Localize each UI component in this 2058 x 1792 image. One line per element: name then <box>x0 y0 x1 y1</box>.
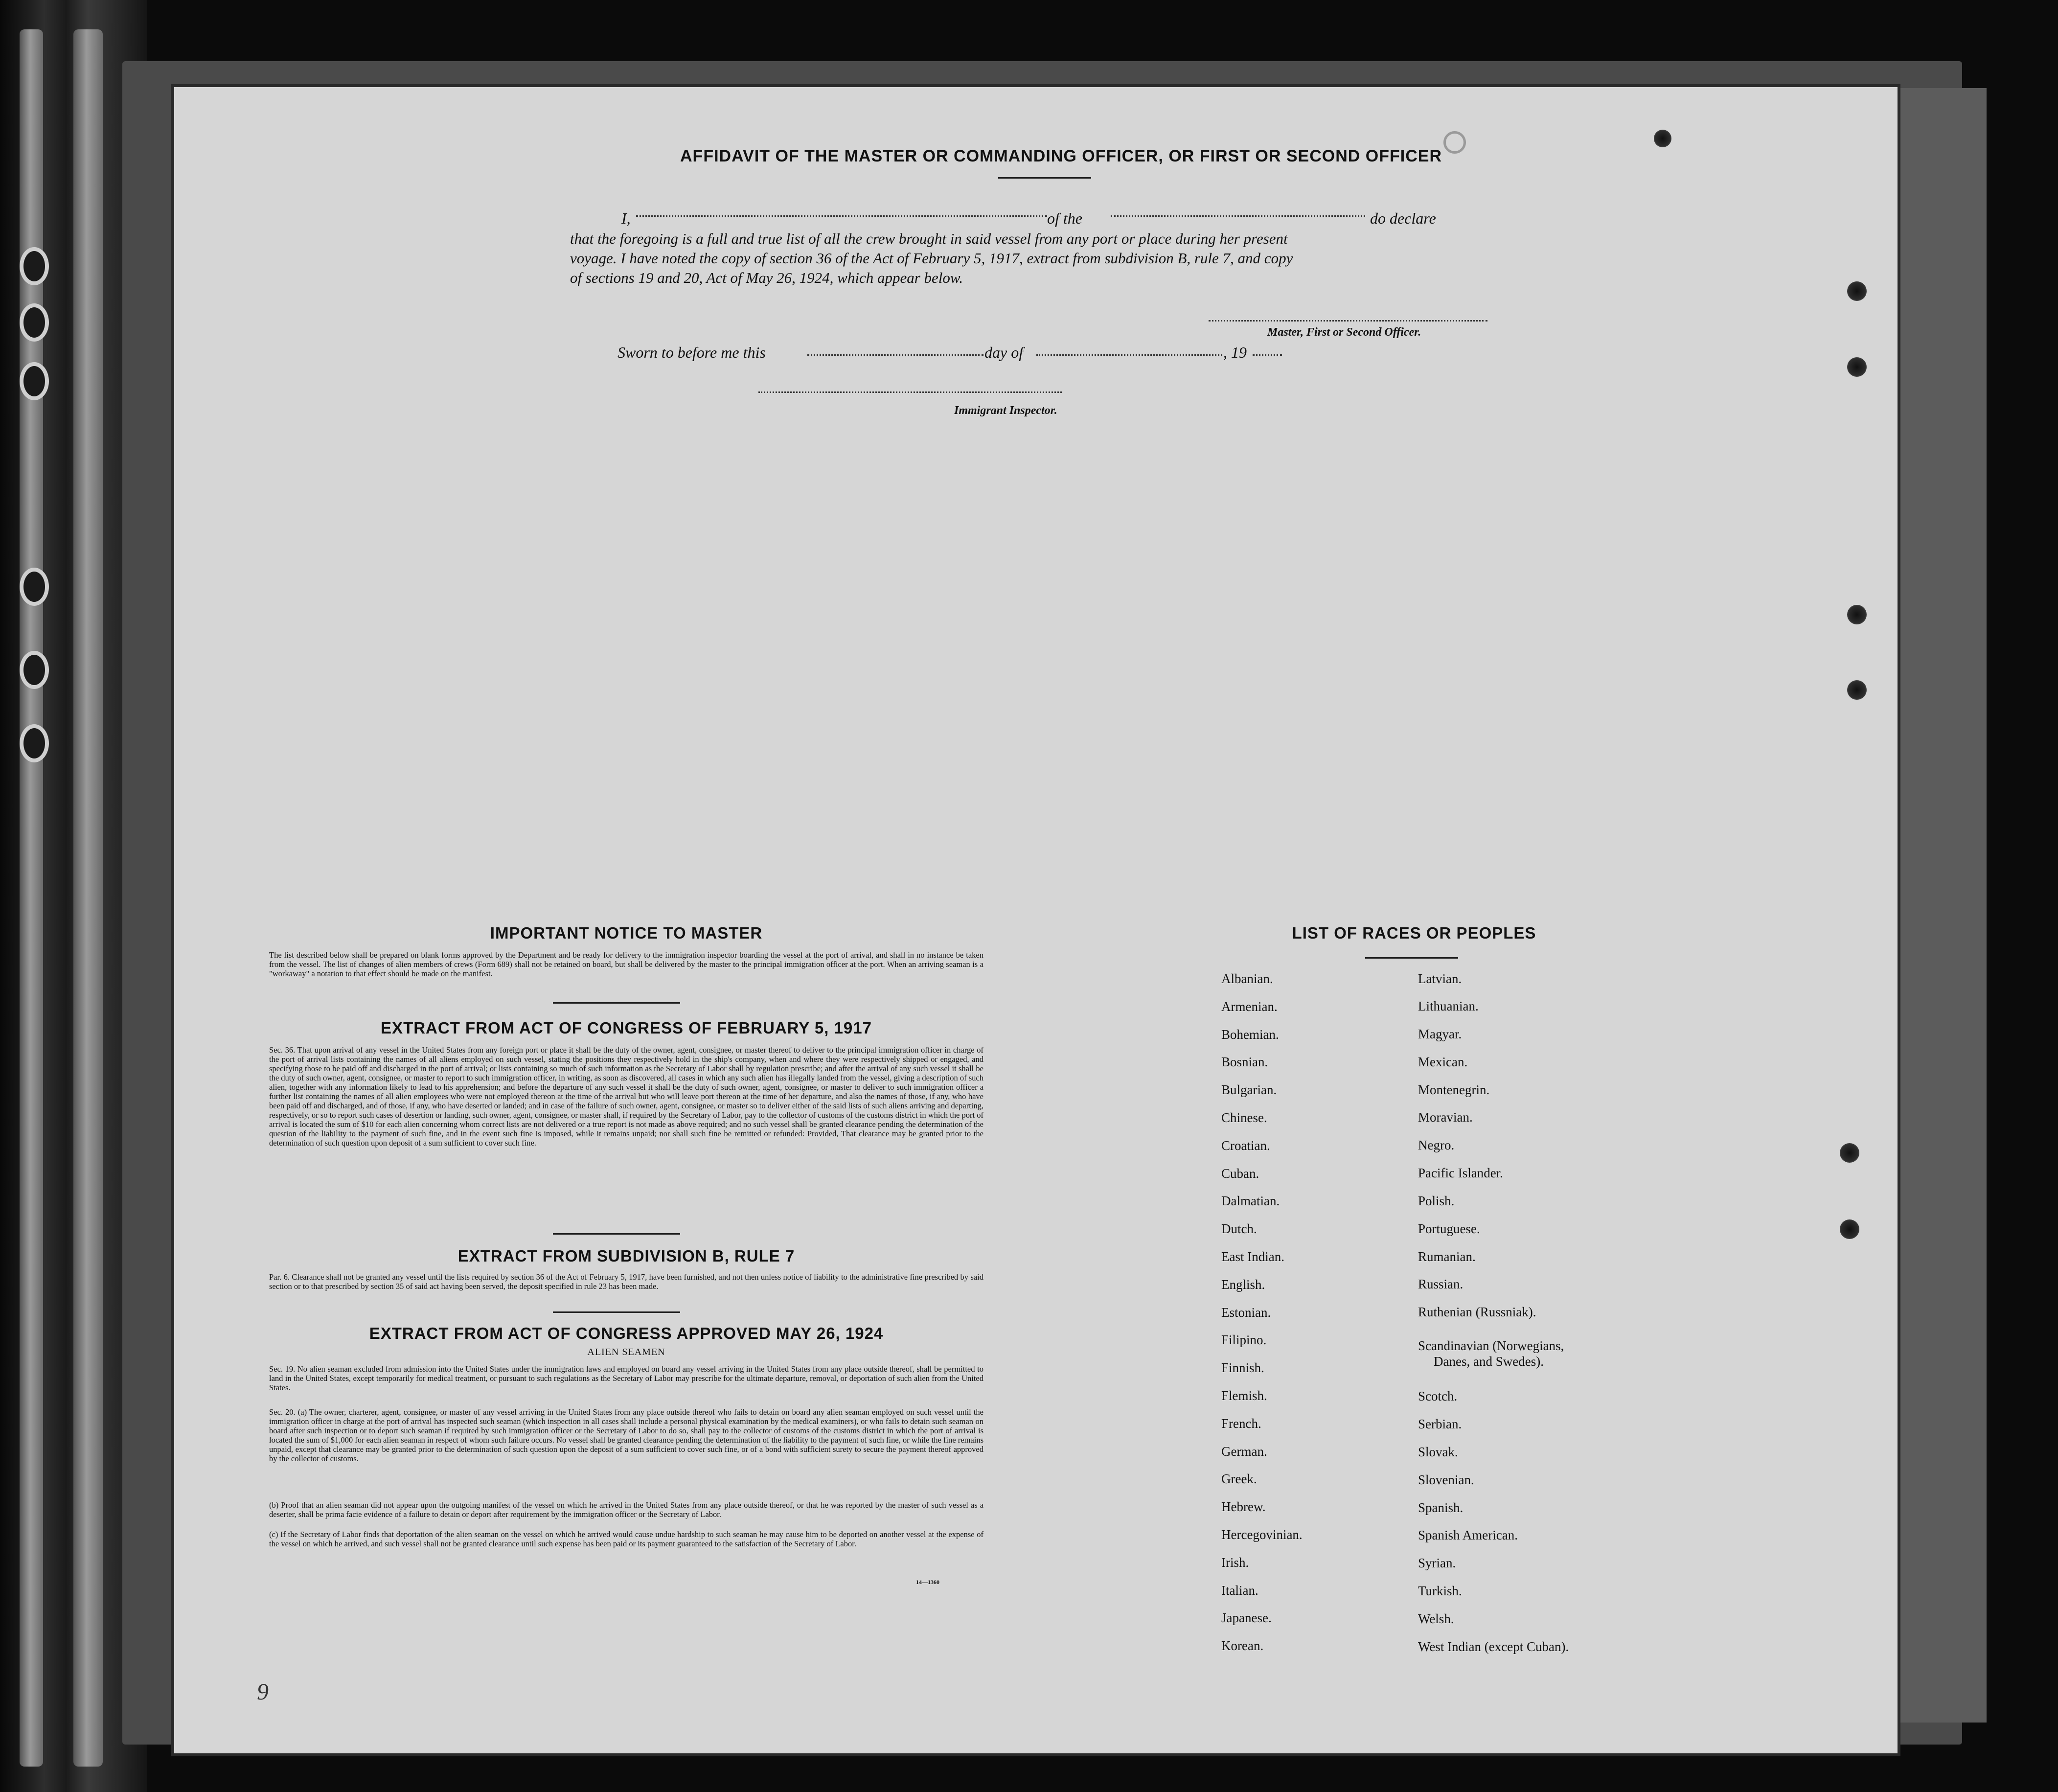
race-item: East Indian. <box>1221 1249 1284 1264</box>
binder-ring <box>20 247 49 285</box>
back-sheet-edge <box>1894 88 1987 1723</box>
form-number: 14—1360 <box>916 1579 939 1585</box>
race-item: Portuguese. <box>1418 1221 1480 1236</box>
races-title-rule <box>1365 957 1458 959</box>
race-item: Flemish. <box>1221 1388 1267 1403</box>
race-item: Latvian. <box>1418 971 1462 986</box>
sworn-day-field <box>807 354 983 356</box>
race-item: Scandinavian (Norwegians, <box>1418 1338 1564 1353</box>
race-item: Ruthenian (Russniak). <box>1418 1305 1536 1319</box>
section-rule <box>553 1233 680 1235</box>
sec-20c-text: (c) If the Secretary of Labor finds that deportation of the alien seaman on the vessel on which he arrived would cause undue hardship to such seaman he may cause him to be deported on another vessel at the expense of the vessel on which he arrived, and such vessel shall not be granted clearance until such expense has been paid or its payment guaranteed to the satisfaction of the Secretary of Labor. <box>269 1530 983 1548</box>
sec-19-text: Sec. 19. No alien seaman excluded from admission into the United States under the immigration laws and employed on board any vessel arriving in the United States from any place outside thereof, shall be permitted to land in the United States, except temporarily for medical treatment, or pursuant to such regulations as the Secretary of Labor may prescribe for the ultimate departure, removal, or deportation of such alien from the United States. <box>269 1364 983 1392</box>
race-item: West Indian (except Cuban). <box>1418 1639 1569 1654</box>
rule-7-title: EXTRACT FROM SUBDIVISION B, RULE 7 <box>457 1247 795 1265</box>
race-item: Chinese. <box>1221 1110 1267 1125</box>
section-rule <box>553 1002 680 1004</box>
affidavit-line-2: that the foregoing is a full and true list of all the crew brought in said vessel from any port or place during her present <box>570 230 1288 247</box>
binder-ring <box>20 724 49 762</box>
race-item: Slovak. <box>1418 1445 1458 1459</box>
punch-hole <box>1654 130 1671 147</box>
race-item: Filipino. <box>1221 1333 1267 1348</box>
race-item: Japanese. <box>1221 1610 1272 1626</box>
race-item: Moravian. <box>1418 1110 1473 1125</box>
sworn-prefix: Sworn to before me this <box>617 344 766 361</box>
race-item: Danes, and Swedes). <box>1434 1354 1544 1369</box>
race-item: Spanish. <box>1418 1500 1463 1515</box>
sworn-year-field <box>1253 354 1282 356</box>
race-item: Bosnian. <box>1221 1055 1268 1070</box>
race-item: Syrian. <box>1418 1556 1456 1570</box>
race-item: French. <box>1221 1416 1261 1431</box>
notice-text: The list described below shall be prepared on blank forms approved by the Department and be ready for delivery to the immigration inspector boarding the vessel at the port of arrival, and shall in no instance be taken from the vessel. The list of changes of alien members of crews (Form 689) shall not be retained on board, but shall be delivered by the master to the principal immigration officer at the port. When an arriving seaman is a "workaway" a notation to that effect should be made on the manifest. <box>269 950 983 978</box>
affidavit-of-the: of the <box>1047 209 1082 227</box>
punch-hole <box>1840 1219 1859 1239</box>
race-item: Hebrew. <box>1221 1499 1266 1515</box>
affidavit-i: I, <box>621 209 631 227</box>
race-item: Russian. <box>1418 1277 1463 1291</box>
race-item: Pacific Islander. <box>1418 1166 1503 1180</box>
race-item: Armenian. <box>1221 999 1278 1014</box>
race-item: Dalmatian. <box>1221 1194 1280 1209</box>
race-item: Bulgarian. <box>1221 1082 1277 1098</box>
affidavit-line-4: of sections 19 and 20, Act of May 26, 1924, which appear below. <box>570 269 963 286</box>
inspector-label: Immigrant Inspector. <box>954 404 1057 417</box>
punch-hole <box>1847 357 1867 377</box>
race-item: Hercegovinian. <box>1221 1527 1303 1542</box>
punch-hole <box>1847 281 1867 301</box>
affidavit-title: AFFIDAVIT OF THE MASTER OR COMMANDING OFFICER, OR FIRST OR SECOND OFFICER <box>680 147 1442 165</box>
affidavit-line-3: voyage. I have noted the copy of section 36 of the Act of February 5, 1917, extract from subdivision B, rule 7, and copy <box>570 250 1293 267</box>
race-item: Polish. <box>1418 1194 1455 1208</box>
race-item: Irish. <box>1221 1555 1249 1570</box>
race-item: English. <box>1221 1277 1265 1292</box>
binder-ring <box>20 651 49 689</box>
title-rule <box>998 177 1091 179</box>
extract-1917-title: EXTRACT FROM ACT OF CONGRESS OF FEBRUARY 5, 1917 <box>381 1019 872 1037</box>
binder-strip <box>20 29 43 1767</box>
races-title: LIST OF RACES OR PEOPLES <box>1292 924 1536 942</box>
race-item: Korean. <box>1221 1638 1264 1654</box>
race-item: Cuban. <box>1221 1166 1259 1181</box>
race-item: Bohemian. <box>1221 1027 1279 1042</box>
race-item: Estonian. <box>1221 1305 1271 1320</box>
race-item: Rumanian. <box>1418 1249 1476 1264</box>
sworn-month-field <box>1036 354 1222 356</box>
master-signature-line <box>1209 320 1487 322</box>
master-label: Master, First or Second Officer. <box>1267 326 1421 339</box>
binder-strip <box>73 29 103 1767</box>
race-item: Mexican. <box>1418 1055 1468 1069</box>
sec-20b-text: (b) Proof that an alien seaman did not appear upon the outgoing manifest of the vessel on which he arrived in the United States from any place outside thereof, or that he was reported by the master of such vessel as a deserter, shall be prima facie evidence of a failure to detain or deport after requirement by the immigration officer or the Secretary of Labor. <box>269 1500 983 1519</box>
extract-1917-text: Sec. 36. That upon arrival of any vessel in the United States from any foreign port or place it shall be the duty of the owner, agent, consignee, or master thereof to deliver to the principal immigration officer in charge of the port of arrival lists containing the names of all aliens employed on such vessel, stating the positions they respectively hold in the ship's company, when and where they were respectively shipped or engaged, and specifying those to be paid off and discharged in the port of arrival; or lists containing so much of such information as the Secretary of Labor shall by regulation prescribe; and after the arrival of any such vessel it shall be the duty of such owner, agent, consignee, or master to report to such immigration officer, in writing, as soon as discovered, all cases in which any such alien has illegally landed from the vessel, giving a description of such alien, together with any information likely to lead to his apprehension; and before the departure of any such vessel it shall be the duty of such owner, agent, consignee, or master to deliver to such immigration officer a further list containing the names of all alien employees who were not employed thereon at the time of the arrival but who will leave port thereon at the time of her departure, and also the names of those, if any, who have been paid off and discharged, and of those, if any, who have deserted or landed; and in case of the failure of such owner, agent, consignee, or master so to deliver either of the said lists of such aliens arriving and departing, respectively, or so to report such cases of desertion or landing, such owner, agent, consignee, or master shall, if required by the Secretary of Labor, pay to the collector of customs of the customs district in which the port of arrival is located the sum of $10 for each alien concerning whom correct lists are not delivered or a true report is not made as above required; and no such vessel shall be granted clearance pending the determination of the question of the liability to the payment of such fine, and in the event such fine is imposed, while it remains unpaid; nor shall such fine be remitted or refunded: Provided, That clearance may be granted prior to the determination of such question upon deposit of a sum sufficient to cover such fine. <box>269 1045 983 1148</box>
race-item: Montenegrin. <box>1418 1082 1490 1097</box>
punch-hole <box>1840 1143 1859 1163</box>
race-item: Turkish. <box>1418 1584 1462 1598</box>
race-item: Lithuanian. <box>1418 999 1479 1013</box>
race-item: Serbian. <box>1418 1417 1462 1431</box>
race-item: Greek. <box>1221 1471 1257 1487</box>
sworn-year: , 19 <box>1223 344 1247 361</box>
sworn-day-of: day of <box>984 344 1024 361</box>
sec-20a-text: Sec. 20. (a) The owner, charterer, agent, consignee, or master of any vessel arriving in the United States from any place outside thereof who fails to detain on board any alien seaman employed on such vessel until the immigration officer in charge at the port of arrival has inspected such seaman (which inspection in all cases shall include a personal physical examination by the medical examiners), or who fails to detain such seaman on board after such inspection or to deport such seaman if required by such immigration officer or the Secretary of Labor to do so, shall pay to the collector of customs of the customs district in which the port of arrival is located the sum of $1,000 for each alien seaman in respect of whom such failure occurs. No vessel shall be granted clearance pending the determination of the liability to the payment of such fine, or while the fine remains unpaid, except that clearance may be granted prior to the determination of such question upon the deposit of a sum sufficient to cover such fine, or of a bond with sufficient surety to secure the payment thereof approved by the collector of customs. <box>269 1407 983 1463</box>
punch-hole <box>1847 605 1867 624</box>
race-item: Spanish American. <box>1418 1528 1518 1542</box>
race-item: Welsh. <box>1418 1611 1454 1626</box>
notice-title: IMPORTANT NOTICE TO MASTER <box>490 924 763 942</box>
affidavit-do-declare: do declare <box>1370 209 1436 227</box>
rule-7-text: Par. 6. Clearance shall not be granted any vessel until the lists required by section 36 of the Act of February 5, 1917, have been furnished, and not then unless notice of liability to the administrative fine prescribed by said section or to that prescribed by section 35 of said act having been served, the deposit specified in rule 23 has been made. <box>269 1272 983 1291</box>
race-item: Scotch. <box>1418 1389 1458 1403</box>
race-item: Slovenian. <box>1418 1472 1474 1487</box>
section-rule <box>553 1311 680 1313</box>
race-item: German. <box>1221 1444 1267 1459</box>
race-item: Negro. <box>1418 1138 1455 1152</box>
race-item: Magyar. <box>1418 1027 1462 1041</box>
binder-ring <box>20 362 49 400</box>
race-item: Finnish. <box>1221 1360 1264 1376</box>
name-field <box>636 215 1047 217</box>
race-item: Albanian. <box>1221 971 1273 986</box>
race-item: Croatian. <box>1221 1138 1270 1153</box>
inspector-signature-line <box>758 391 1062 393</box>
alien-seamen-subtitle: ALIEN SEAMEN <box>587 1347 665 1357</box>
page-mark: 9 <box>257 1679 269 1705</box>
race-item: Italian. <box>1221 1583 1258 1598</box>
extract-1924-title: EXTRACT FROM ACT OF CONGRESS APPROVED MAY 26, 1924 <box>369 1324 884 1342</box>
vessel-field <box>1111 215 1365 217</box>
punch-hole <box>1847 680 1867 700</box>
binder-ring <box>20 303 49 342</box>
binder-ring <box>20 568 49 606</box>
race-item: Dutch. <box>1221 1221 1257 1237</box>
